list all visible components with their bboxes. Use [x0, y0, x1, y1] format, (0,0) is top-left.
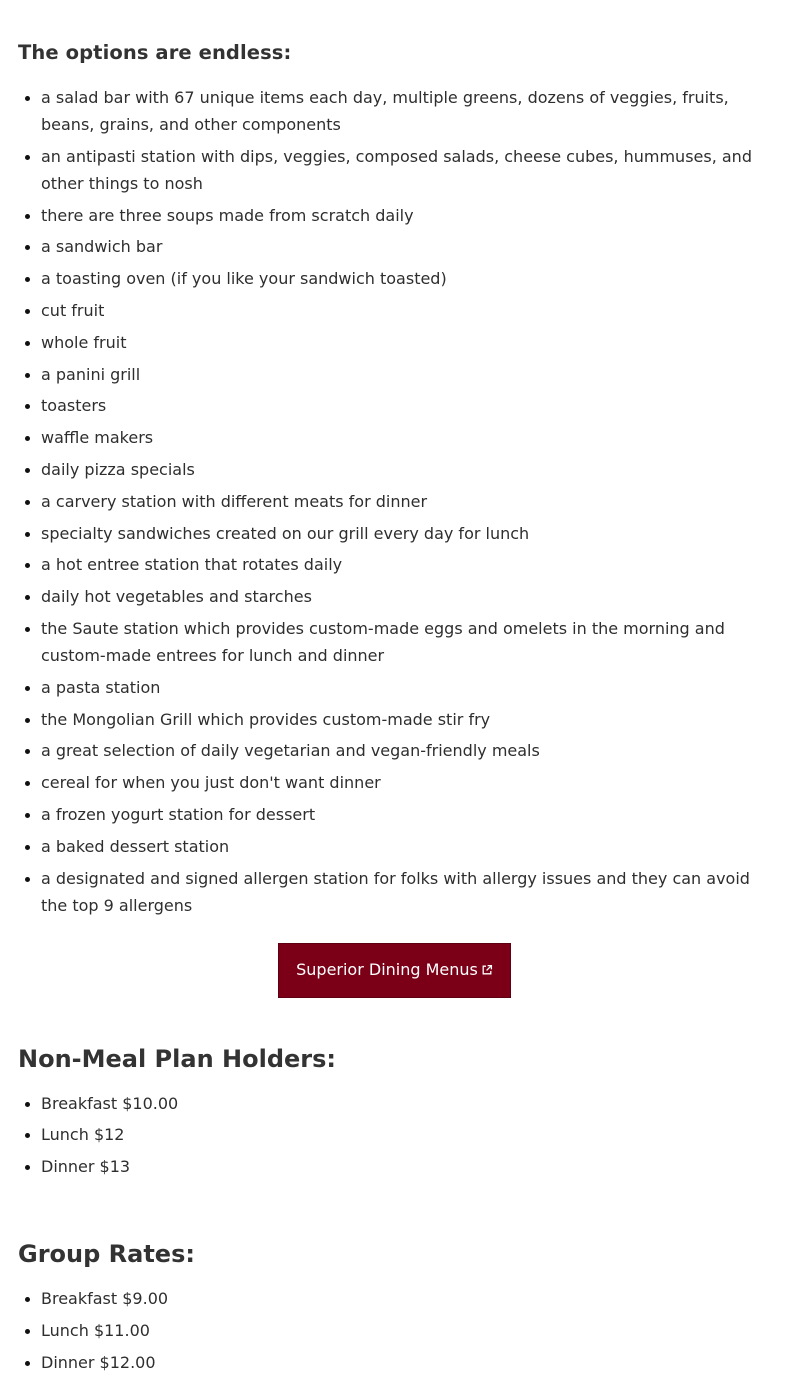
- list-item: • Breakfast $9.00: [41, 1285, 775, 1312]
- list-item: • there are three soups made from scratch daily: [41, 202, 775, 229]
- list-item: • Lunch $11.00: [41, 1317, 775, 1344]
- list-item: • a baked dessert station: [41, 833, 775, 860]
- list-item: • a carvery station with different meats for dinner: [41, 488, 775, 515]
- superior-dining-menus-button[interactable]: [278, 943, 511, 998]
- list-item: • an antipasti station with dips, veggies, composed salads, cheese cubes, hummuses, and other things to nosh: [41, 143, 775, 197]
- menus-button-label: Superior Dining Menus: [296, 959, 478, 979]
- list-item: • toasters: [41, 392, 775, 419]
- list-item: • a panini grill: [41, 361, 775, 388]
- options-heading: The options are endless:: [18, 41, 292, 64]
- group-rates-list: [18, 1285, 775, 1376]
- list-item: • cereal for when you just don't want dinner: [41, 769, 775, 796]
- non-meal-plan-list: [18, 1090, 775, 1181]
- list-item: • a designated and signed allergen station for folks with allergy issues and they can avoid the top 9 allergens: [41, 865, 775, 919]
- menus-button-wrap: [18, 943, 775, 998]
- list-item: • Dinner $13: [41, 1153, 775, 1180]
- list-item: • a sandwich bar: [41, 233, 775, 260]
- list-item: • a frozen yogurt station for dessert: [41, 801, 775, 828]
- list-item: • Dinner $12.00: [41, 1349, 775, 1376]
- list-item: • waffle makers: [41, 424, 775, 451]
- list-item: • a great selection of daily vegetarian and vegan-friendly meals: [41, 737, 775, 764]
- list-item: • daily hot vegetables and starches: [41, 583, 775, 610]
- list-item: • a toasting oven (if you like your sandwich toasted): [41, 265, 775, 292]
- group-rates-heading: Group Rates:: [18, 1240, 195, 1269]
- list-item: • cut fruit: [41, 297, 775, 324]
- external-link-icon: [481, 964, 493, 976]
- list-item: • a salad bar with 67 unique items each day, multiple greens, dozens of veggies, fruits, beans, grains, and other components: [41, 84, 775, 138]
- list-item: • a hot entree station that rotates daily: [41, 551, 775, 578]
- list-item: • daily pizza specials: [41, 456, 775, 483]
- list-item: • a pasta station: [41, 674, 775, 701]
- non-meal-plan-heading: Non-Meal Plan Holders:: [18, 1044, 336, 1073]
- list-item: • specialty sandwiches created on our grill every day for lunch: [41, 520, 775, 547]
- list-item: • whole fruit: [41, 329, 775, 356]
- list-item: • the Saute station which provides custom-made eggs and omelets in the morning and custom-made entrees for lunch and dinner: [41, 615, 775, 669]
- options-list: [18, 84, 775, 919]
- list-item: • Lunch $12: [41, 1121, 775, 1148]
- list-item: • Breakfast $10.00: [41, 1090, 775, 1117]
- list-item: • the Mongolian Grill which provides custom-made stir fry: [41, 706, 775, 733]
